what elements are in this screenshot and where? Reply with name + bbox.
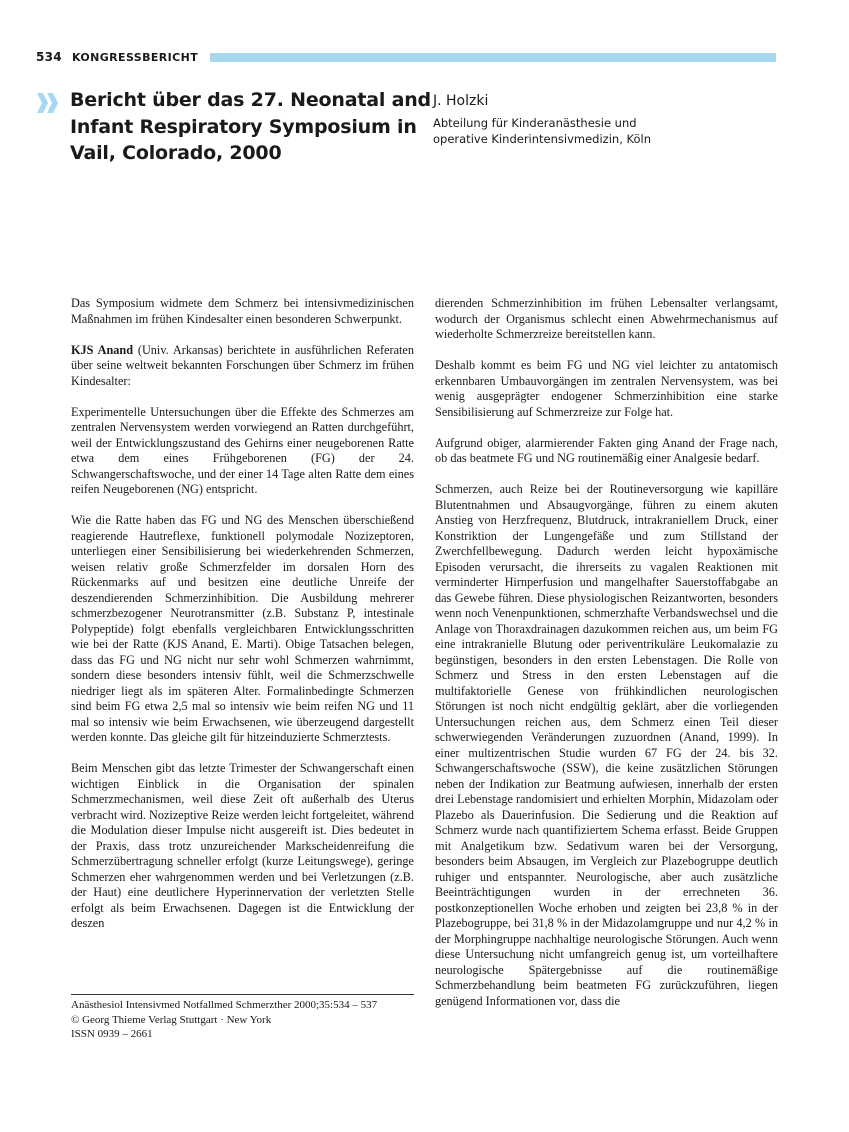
double-chevron-icon bbox=[36, 92, 60, 114]
page-header bbox=[36, 48, 776, 66]
title-line: Infant Respiratory Symposium in bbox=[70, 115, 417, 138]
title-line: Bericht über das 27. Neonatal and bbox=[70, 89, 431, 111]
header-bar bbox=[210, 53, 776, 62]
paragraph: dierenden Schmerzinhibition im frühen Lebensalter verlangsamt, wodurch der Organismus schlecht einen Abwehrmechanismus auf wiederholte Schmerzreize bereitstellen kann. bbox=[435, 296, 778, 341]
affiliation-line: operative Kinderintensivmedizin, Köln bbox=[433, 132, 651, 146]
paragraph bbox=[71, 343, 414, 390]
paragraph: Wie die Ratte haben das FG und NG des Menschen überschießend reagierende Hautreflexe, funktionell polymodale Nozizeptoren, unterliegen einer Sensibilisierung bei wiederkehrenden Schmerzen, weisen relativ große Schmerzfelder im dorsalen Horn des Rückenmarks auf und besitzen eine deutliche Unreife der deszendierenden Schmerzinhibition. Die Ausbildung mehrerer schmerzbezogener Neurotransmitter (z.B. Substanz P, intestinale Polypeptide) folgt ebenfalls vergleichbaren Entwicklungsschritten wie bei der Ratte (KJS Anand, E. Marti). Obige Tatsachen belegen, dass das FG und NG nicht nur sehr wohl Schmerzen wahrnimmt, sondern diese besonders intensiv fühlt, weil die Schmerzschwelle niedriger liegt als im späteren Alter. Formalinbedingte Schmerzen sind beim FG etwa 2,5 mal so intensiv wie beim reifen NG und 11 mal so intensiv wie beim Erwachsenen, wie überzeugend dargestellt werden konnte. Das gleiche gilt für hitzeinduzierte Schmerztests. bbox=[71, 513, 414, 744]
author-reference: KJS Anand bbox=[71, 342, 134, 357]
author-name: J. Holzki bbox=[433, 93, 489, 109]
paragraph: Aufgrund obiger, alarmierender Fakten ging Anand der Frage nach, ob das beatmete FG und NG routinemäßig einer Analgesie bedarf. bbox=[435, 435, 778, 465]
paragraph: Beim Menschen gibt das letzte Trimester der Schwangerschaft einen wichtigen Einblick in die Organisation der spinalen Schmerzmechanismen, weil diese Zeit oft außerhalb des Uterus verbracht wird. Nozizeptive Reize werden leicht fortgeleitet, während die Modulation dieser Impulse nicht ausgereift ist. Dies bedeutet in der Praxis, dass trotz unzureichender Markscheidenreifung die Schmerzübertragung schneller erfolgt (kurze Leitungswege), geringe Schmerzen eher wahrgenommen werden und bei Verletzungen (z.B. der Haut) eine deutlichere Hyperinnervation der verletzten Stelle erfolgt als beim Erwachsenen. Dagegen ist die Entwicklung der deszen bbox=[71, 761, 414, 930]
page-number: 534 bbox=[36, 50, 62, 64]
paragraph: Experimentelle Untersuchungen über die Effekte des Schmerzes am zentralen Nervensystem werden vorwiegend an Ratten durchgeführt, weil der Entwicklungszustand des Gehirns einer neugeborenen Ratte etwa dem eines Frühgeborenen (FG) der 24. Schwangerschaftswoche, und der einer 14 Tage alten Ratte dem eines reifen Neugeborenen (NG) entspricht. bbox=[71, 404, 414, 496]
author-block bbox=[433, 93, 793, 147]
section-label: KONGRESSBERICHT bbox=[71, 50, 199, 64]
paragraph: Deshalb kommt es beim FG und NG viel leichter zu antatomisch erkennbaren Umbauvorgängen im zentralen Nervensystem, was bei wenig ausgeprägter endogener Schmerzinhibition eine starke Sensibilisierung auf Schmerzreize zur Folge hat. bbox=[435, 358, 778, 419]
paragraph-text: (Univ. Arkansas) berichtete in ausführlichen Referaten über seine weltweit bekannten Forschungen über Schmerz im frühen Kindesalter: bbox=[71, 342, 414, 388]
paragraph: Schmerzen, auch Reize bei der Routineversorgung wie kapilläre Blutentnahmen und Absaugvorgänge, führen zu einem akuten Anstieg von Herzfrequenz, Blutdruck, intrakraniellem Druck, einer Konstriktion der Lungengefäße und zum Stillstand der Zwerchfellbewegung. Dadurch werden leicht hypoxämische Episoden verursacht, die ihrerseits zu vagalen Reaktionen mit verminderter Hirnperfusion und mangelhafter Sauerstoffabgabe an das Gewebe führen. Diese physiologischen Reizantworten, besonders wenn noch Venenpunktionen, schmerzhafte Verbandswechsel und die Anlage von Thoraxdrainagen dazukommen reichen aus, um beim FG eine intrakranielle Blutung oder periventrikuläre Leukomalazie zu begünstigen, besonders in den ersten Lebenstagen. Die Rolle von Schmerz und Stress in den ersten Lebenstagen auf die multifaktorielle Genese von frühkindlichen neurologischen Störungen ist noch nicht endgültig geklärt, aber die vorliegenden Untersuchungen reichen aus, dem Schmerz einen Teil dieser schwerwiegenden Veränderungen zuzuordnen (Anand, 1999). In einer multizentrischen Studie wurden 67 FG der 24. bis 32. Schwangerschaftswoche (SSW), die keine zusätzlichen Störungen neben der Indikation zur Beatmung aufwiesen, innerhalb der ersten drei Lebenstage randomisiert und erhielten Morphin, Midazolam oder Plazebo als Dauerinfusion. Die Sedierung und die Reaktion auf Schmerz wurde nach quantifiziertem Schema erfasst. Beide Gruppen mit Analgetikum bzw. Sedativum waren bei der Versorgung, besonders beim Absaugen, im Vergleich zur Plazebogruppe deutlich ruhiger und entspannter. Neurologische, aber auch zusätzliche Beeinträchtigungen wurden in der errechneten 36. postkonzeptionellen Woche erhoben und zeigten bei 23,8 % in der Plazebogruppe, bei 31,8 % in der Midazolamgruppe und nur 4,2 % in der Morphingruppe nachhaltige neurologische Störungen. Auch wenn diese Untersuchung nicht umfangreich genug ist, um vorteilhaftere neurologische Spätergebnisse auf die routinemäßige Schmerzbehandlung beim beatmeten FG zurückzuführen, liegen genügend Informationen vor, dass die bbox=[435, 482, 778, 1008]
citation-footer bbox=[71, 994, 414, 1042]
publisher-line: © Georg Thieme Verlag Stuttgart · New York bbox=[71, 1013, 272, 1026]
body-column-right bbox=[435, 296, 778, 1009]
title-line: Vail, Colorado, 2000 bbox=[70, 142, 282, 164]
journal-citation: Anästhesiol Intensivmed Notfallmed Schmerzther 2000;35:534 – 537 bbox=[71, 999, 378, 1011]
affiliation-line: Abteilung für Kinderanästhesie und bbox=[433, 116, 637, 130]
body-column-left bbox=[71, 296, 414, 932]
author-affiliation bbox=[433, 115, 793, 147]
article-title bbox=[70, 87, 431, 167]
paragraph: Das Symposium widmete dem Schmerz bei intensivmedizinischen Maßnahmen im frühen Kindesalter einen besonderen Schwerpunkt. bbox=[71, 296, 414, 326]
issn-line: ISSN 0939 – 2661 bbox=[71, 1028, 153, 1040]
